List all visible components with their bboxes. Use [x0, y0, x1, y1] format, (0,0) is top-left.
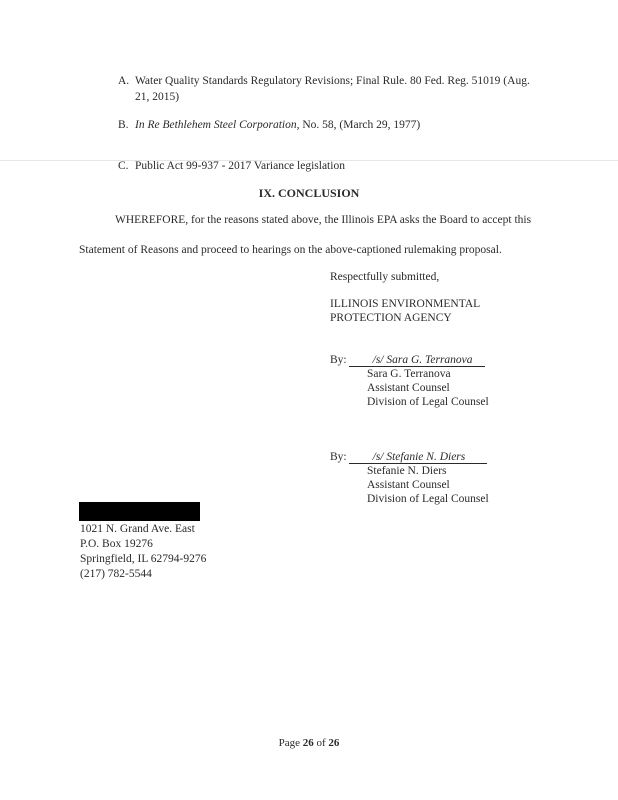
agency-line2: PROTECTION AGENCY — [330, 312, 452, 324]
footer-page-total: 26 — [328, 737, 340, 749]
reference-letter-b: B. — [118, 119, 129, 131]
reference-b-case-name: In Re Bethlehem Steel Corporation, — [135, 119, 300, 131]
by-label-1: By: — [330, 354, 347, 366]
address-street: 1021 N. Grand Ave. East — [80, 523, 195, 535]
footer-page-number: 26 — [302, 737, 314, 749]
signer-title-2: Assistant Counsel — [367, 479, 450, 491]
reference-letter-c: C. — [118, 160, 129, 172]
address-city: Springfield, IL 62794-9276 — [80, 553, 207, 565]
reference-item-b — [118, 119, 420, 131]
section-heading: IX. CONCLUSION — [258, 186, 360, 200]
closing-text: Respectfully submitted, — [330, 271, 440, 283]
redaction-bar — [79, 502, 200, 521]
reference-item-c — [118, 160, 345, 172]
footer-prefix: Page — [278, 737, 303, 749]
reference-a-line2: 21, 2015) — [135, 91, 180, 103]
signer-division-2: Division of Legal Counsel — [367, 493, 489, 505]
agency-name — [330, 297, 480, 325]
by-label-2: By: — [330, 451, 347, 463]
agency-line1: ILLINOIS ENVIRONMENTAL — [330, 298, 481, 310]
reference-c-text: Public Act 99-937 - 2017 Variance legislation — [135, 160, 345, 172]
conclusion-line2: Statement of Reasons and proceed to hearings on the above-captioned rulemaking proposal. — [79, 244, 502, 256]
reference-b-citation: No. 58, (March 29, 1977) — [299, 119, 421, 131]
signer-name-1: Sara G. Terranova — [367, 368, 451, 380]
reference-item-a — [118, 75, 530, 87]
signature-text-1: /s/ Sara G. Terranova — [372, 354, 473, 366]
mailing-address — [80, 522, 206, 582]
signature-line-1 — [349, 354, 485, 367]
signer-division-1: Division of Legal Counsel — [367, 396, 489, 408]
reference-letter-a: A. — [118, 75, 130, 87]
address-phone: (217) 782-5544 — [80, 568, 152, 580]
reference-a-line1: Water Quality Standards Regulatory Revisions; Final Rule. 80 Fed. Reg. 51019 (Aug. — [135, 75, 530, 87]
conclusion-line1: WHEREFORE, for the reasons stated above, the Illinois EPA asks the Board to accept this — [115, 214, 532, 226]
signer-name-2: Stefanie N. Diers — [367, 465, 447, 477]
address-po-box: P.O. Box 19276 — [80, 538, 153, 550]
signature-line-2 — [349, 451, 487, 464]
signature-block-2 — [330, 450, 489, 506]
signature-text-2: /s/ Stefanie N. Diers — [372, 451, 466, 463]
signature-row-1 — [330, 353, 489, 367]
footer-middle: of — [313, 737, 329, 749]
signature-block-1 — [330, 353, 489, 409]
signer-title-1: Assistant Counsel — [367, 382, 450, 394]
page-footer — [0, 737, 618, 749]
signature-row-2 — [330, 450, 489, 464]
